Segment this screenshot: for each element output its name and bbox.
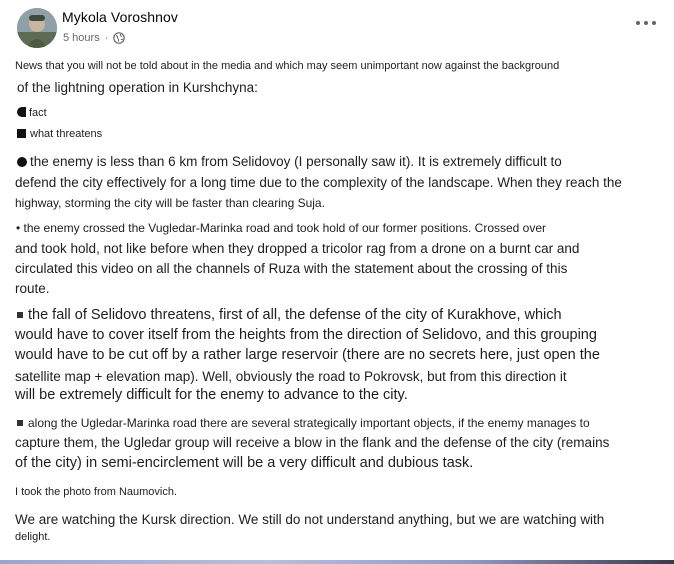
post-meta bbox=[63, 32, 125, 44]
more-options-icon[interactable] bbox=[636, 16, 656, 30]
legend-item-fact: fact bbox=[17, 107, 47, 119]
post-text-line: of the lightning operation in Kurshchyna: bbox=[17, 80, 258, 95]
post-text-line: the fall of Selidovo threatens, first of all, the defense of the city of Kurakhove, which bbox=[17, 307, 562, 323]
square-icon bbox=[17, 129, 26, 138]
post-text-line: delight. bbox=[15, 531, 51, 543]
author-name[interactable]: Mykola Voroshnov bbox=[62, 9, 178, 25]
meta-separator: · bbox=[104, 32, 109, 44]
post-text-line: highway, storming the city will be faster than clearing Suja. bbox=[15, 196, 325, 210]
post-text-line: I took the photo from Naumovich. bbox=[15, 486, 178, 498]
post-text-line: • the enemy crossed the Vugledar-Marinka road and took hold of our former positions. Crossed over bbox=[16, 221, 547, 235]
post-text-line: will be extremely difficult for the enemy to advance to the city. bbox=[15, 387, 408, 403]
post-text-line: We are watching the Kursk direction. We still do not understand anything, but we are watching with bbox=[15, 512, 605, 527]
post-text-line: News that you will not be told about in the media and which may seem unimportant now against the background bbox=[15, 60, 560, 72]
small-square-bullet-icon bbox=[17, 420, 23, 426]
post-text-line: satellite map + elevation map). Well, obviously the road to Pokrovsk, but from this direction it bbox=[15, 369, 567, 384]
post-text-line: route. bbox=[15, 281, 50, 296]
globe-icon[interactable] bbox=[113, 32, 125, 44]
post-text-line: circulated this video on all the channels of Ruza with the statement about the crossing of this bbox=[15, 261, 568, 276]
post-text-line: would have to be cut off by a rather large reservoir (there are no secrets here, just open the bbox=[15, 347, 600, 363]
post-text-line: capture them, the Ugledar group will receive a blow in the flank and the defense of the city (remains bbox=[15, 435, 610, 450]
post-text-line: along the Ugledar-Marinka road there are several strategically important objects, if the enemy manages to bbox=[17, 416, 590, 430]
small-square-bullet-icon bbox=[17, 312, 23, 318]
post-text-line: of the city) in semi-encirclement will be a very difficult and dubious task. bbox=[15, 455, 474, 471]
attached-photo-edge[interactable] bbox=[0, 560, 674, 564]
post-time[interactable]: 5 hours bbox=[63, 32, 100, 44]
legend-item-what-threatens: what threatens bbox=[17, 128, 102, 140]
author-avatar[interactable] bbox=[17, 8, 57, 48]
circle-bullet-icon bbox=[17, 157, 27, 167]
post-text-line: defend the city effectively for a long time due to the complexity of the landscape. When they reach the bbox=[15, 175, 622, 190]
post-text-line: and took hold, not like before when they dropped a tricolor rag from a drone on a burnt car and bbox=[15, 241, 580, 256]
half-circle-icon bbox=[17, 107, 26, 117]
post-text-line: the enemy is less than 6 km from Selidovoy (I personally saw it). It is extremely difficult to bbox=[17, 154, 562, 169]
post-text-line: would have to cover itself from the heights from the direction of Selidovo, and this grouping bbox=[15, 327, 597, 343]
